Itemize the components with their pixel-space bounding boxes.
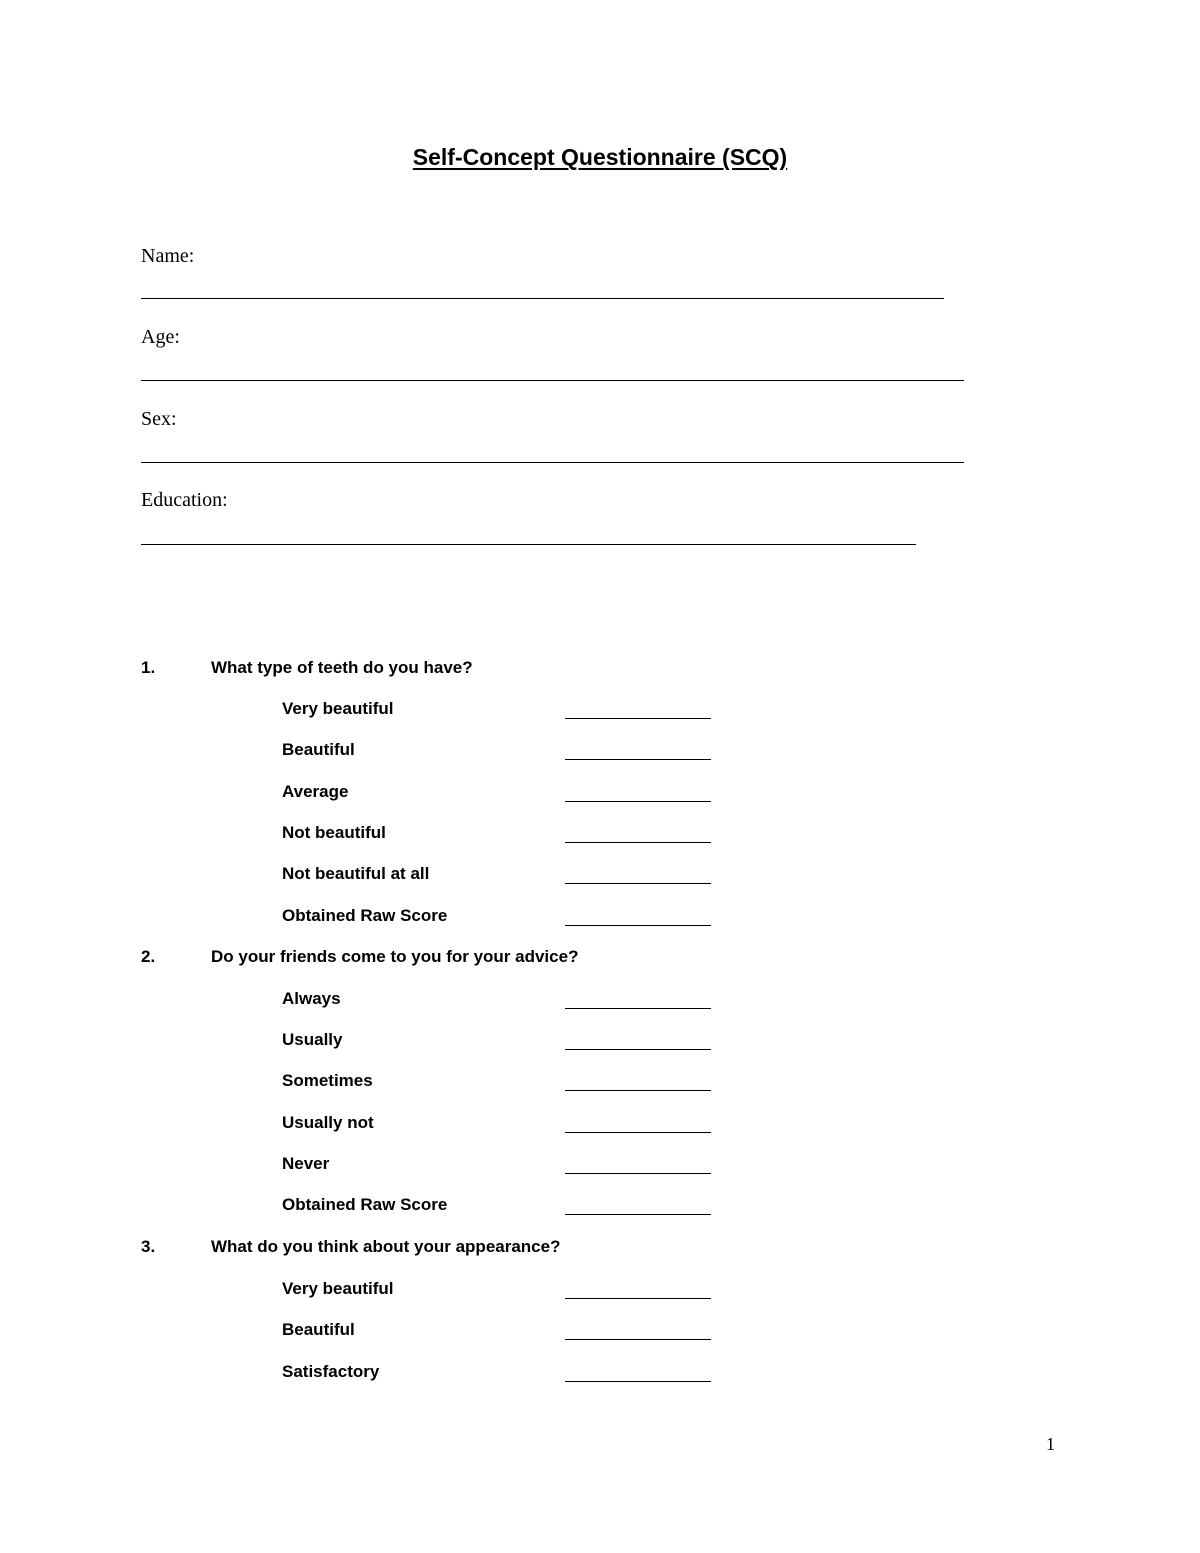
answer-line[interactable] (565, 1090, 711, 1091)
age-label: Age: (141, 326, 180, 348)
answer-line[interactable] (565, 1214, 711, 1215)
answer-line[interactable] (565, 759, 711, 760)
sex-field-line[interactable] (141, 462, 964, 463)
answer-line[interactable] (565, 883, 711, 884)
answer-line[interactable] (565, 801, 711, 802)
option-label: Always (282, 989, 341, 1008)
answer-line[interactable] (565, 1173, 711, 1174)
question-number: 3. (141, 1237, 156, 1256)
answer-line[interactable] (565, 925, 711, 926)
option-label: Beautiful (282, 1320, 355, 1339)
option-label: Beautiful (282, 740, 355, 759)
answer-line[interactable] (565, 1298, 711, 1299)
education-label: Education: (141, 489, 228, 511)
option-label: Not beautiful (282, 823, 386, 842)
name-field-line[interactable] (141, 298, 944, 299)
sex-label: Sex: (141, 408, 177, 430)
answer-line[interactable] (565, 1381, 711, 1382)
age-field-line[interactable] (141, 380, 964, 381)
name-label: Name: (141, 245, 195, 267)
answer-line[interactable] (565, 718, 711, 719)
answer-line[interactable] (565, 1132, 711, 1133)
option-label: Sometimes (282, 1071, 373, 1090)
question-text: What do you think about your appearance? (211, 1237, 561, 1256)
option-label: Satisfactory (282, 1362, 380, 1381)
answer-line[interactable] (565, 1339, 711, 1340)
option-label: Obtained Raw Score (282, 1195, 448, 1214)
option-label: Very beautiful (282, 1279, 394, 1298)
option-label: Average (282, 782, 349, 801)
answer-line[interactable] (565, 842, 711, 843)
education-field-line[interactable] (141, 544, 916, 545)
option-label: Not beautiful at all (282, 864, 430, 883)
answer-line[interactable] (565, 1049, 711, 1050)
option-label: Obtained Raw Score (282, 906, 448, 925)
question-number: 2. (141, 947, 156, 966)
answer-line[interactable] (565, 1008, 711, 1009)
question-number: 1. (141, 658, 156, 677)
question-text: What type of teeth do you have? (211, 658, 473, 677)
option-label: Very beautiful (282, 699, 394, 718)
page-number: 1 (1046, 1434, 1055, 1454)
option-label: Usually not (282, 1113, 374, 1132)
page-title: Self-Concept Questionnaire (SCQ) (412, 144, 788, 170)
option-label: Never (282, 1154, 330, 1173)
option-label: Usually (282, 1030, 343, 1049)
question-text: Do your friends come to you for your advice? (211, 947, 579, 966)
